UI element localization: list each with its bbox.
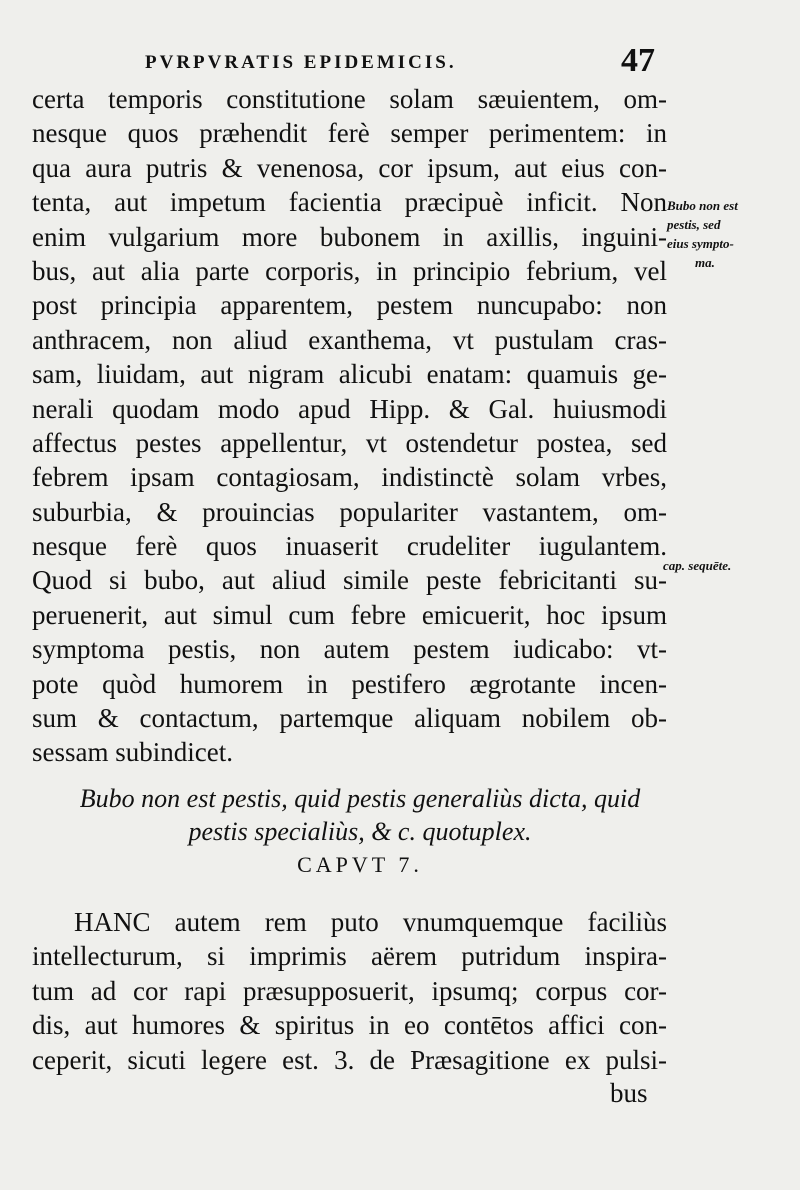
- chapter-heading: CAPVT 7.: [297, 852, 423, 877]
- text-line: nerali quodam modo apud Hipp. & Gal. huiusmodi: [32, 393, 667, 424]
- marginal-note-bubo: [667, 196, 738, 272]
- text-line: Quod si bubo, aut aliud simile peste febricitanti su-: [32, 565, 667, 596]
- chapter-title-line: pestis specialiùs, & c. quotuplex.: [188, 817, 532, 846]
- text-line: affectus pestes appellentur, vt ostendetur postea, sed: [32, 427, 667, 458]
- text-line: tum ad cor rapi præsupposuerit, ipsumq; corpus cor-: [32, 975, 667, 1006]
- marginal-note-line: Bubo non est: [667, 198, 738, 213]
- text-line: certa temporis constitutione solam sæuientem, om-: [32, 84, 667, 114]
- text-line: symptoma pestis, non autem pestem iudicabo: vt-: [32, 634, 667, 665]
- text-line: tenta, aut impetum facientia præcipuè inficit. Non: [32, 187, 667, 218]
- chapter-title-line: Bubo non est pestis, quid pestis generaliùs dicta, quid: [79, 784, 641, 813]
- marginal-note-line: eius sympto-: [667, 236, 734, 251]
- text-line: anthracem, non aliud exanthema, vt pustulam cras-: [32, 324, 667, 355]
- text-line: enim vulgarium more bubonem in axillis, inguini-: [32, 221, 667, 252]
- catchword: bus: [610, 1078, 648, 1108]
- marginal-note-line: ma.: [695, 255, 715, 270]
- running-head: PVRPVRATIS EPIDEMICIS.: [145, 52, 457, 73]
- page-number: 47: [621, 42, 655, 79]
- text-line: intellecturum, si imprimis aërem putridum inspira-: [32, 941, 667, 972]
- text-line: sum & contactum, partemque aliquam nobilem ob-: [32, 703, 667, 734]
- text-line: ceperit, sicuti legere est. 3. de Præsagitione ex pulsi-: [32, 1044, 667, 1075]
- chapter-text-block: [32, 905, 667, 1077]
- text-line: nesque quos præhendit ferè semper perimentem: in: [32, 118, 667, 149]
- text-line: bus, aut alia parte corporis, in principio febrium, vel: [32, 255, 667, 286]
- text-line: HANC autem rem puto vnumquemque faciliùs: [74, 907, 667, 937]
- main-text-block: [32, 82, 667, 770]
- text-line: post principia apparentem, pestem nuncupabo: non: [32, 290, 667, 321]
- text-line: pote quòd humorem in pestifero ægrotante incen-: [32, 668, 667, 699]
- text-line: febrem ipsam contagiosam, indistinctè solam vrbes,: [32, 462, 667, 493]
- page-header: [145, 42, 665, 86]
- text-line: sam, liuidam, aut nigram alicubi enatam: quamuis ge-: [32, 359, 667, 390]
- marginal-note-chapter-ref: cap. sequēte.: [663, 558, 732, 573]
- text-line: qua aura putris & venenosa, cor ipsum, aut eius con-: [32, 152, 667, 183]
- text-line: sessam subindicet.: [32, 737, 233, 768]
- text-line: nesque ferè quos inuaserit crudeliter iugulantem.: [32, 531, 667, 562]
- text-line: dis, aut humores & spiritus in eo contētos affici con-: [32, 1010, 667, 1041]
- text-line: peruenerit, aut simul cum febre emicuerit, hoc ipsum: [32, 599, 667, 630]
- marginal-note-line: pestis, sed: [667, 217, 721, 232]
- text-line: suburbia, & prouincias populariter vastantem, om-: [32, 496, 667, 527]
